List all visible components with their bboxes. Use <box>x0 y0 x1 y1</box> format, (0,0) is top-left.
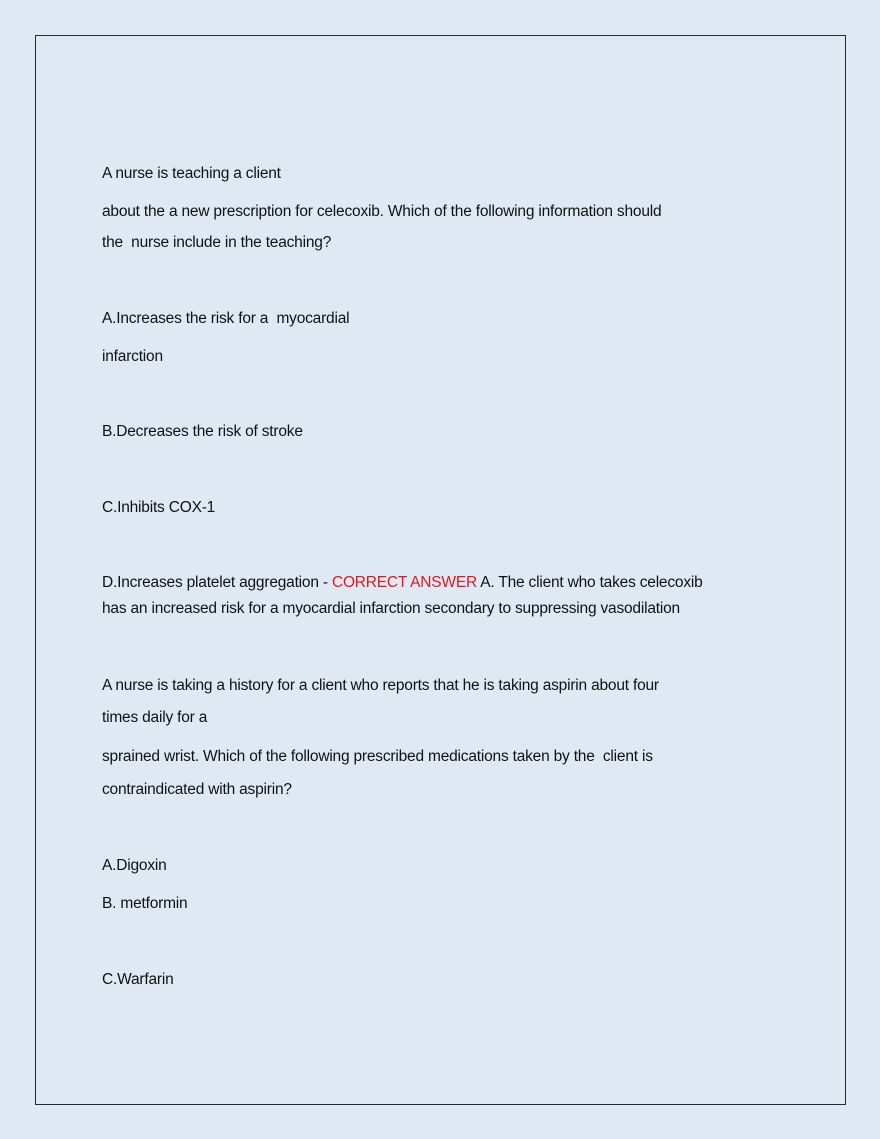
question-1-line-3: the nurse include in the teaching? <box>102 234 332 251</box>
correct-answer-label: CORRECT ANSWER <box>331 574 477 591</box>
question-2-line-3: sprained wrist. Which of the following prescribed medications taken by the client is <box>102 748 653 765</box>
page-border <box>35 35 846 1105</box>
question-2-line-2: times daily for a <box>102 709 208 726</box>
q1-option-d <box>102 573 703 593</box>
option-d-text: D.Increases platelet aggregation - <box>102 574 332 591</box>
answer-text: A. The client who takes celecoxib <box>477 574 703 591</box>
q2-option-b: B. metformin <box>102 895 188 912</box>
q1-option-c: C.Inhibits COX-1 <box>102 499 216 516</box>
question-1-line-2: about the a new prescription for celecoxib. Which of the following information should <box>102 203 662 220</box>
question-1-line-1: A nurse is teaching a client <box>102 165 281 182</box>
q2-option-c: C.Warfarin <box>102 971 174 988</box>
q1-option-a-line-1: A.Increases the risk for a myocardial <box>102 310 350 327</box>
q1-option-a-line-2: infarction <box>102 348 163 365</box>
question-2-line-1: A nurse is taking a history for a client who reports that he is taking aspirin about four <box>102 677 659 694</box>
question-2-line-4: contraindicated with aspirin? <box>102 781 292 798</box>
q2-option-a: A.Digoxin <box>102 857 167 874</box>
q1-option-b: B.Decreases the risk of stroke <box>102 423 303 440</box>
q1-answer-line-2: has an increased risk for a myocardial infarction secondary to suppressing vasodilation <box>102 600 680 617</box>
